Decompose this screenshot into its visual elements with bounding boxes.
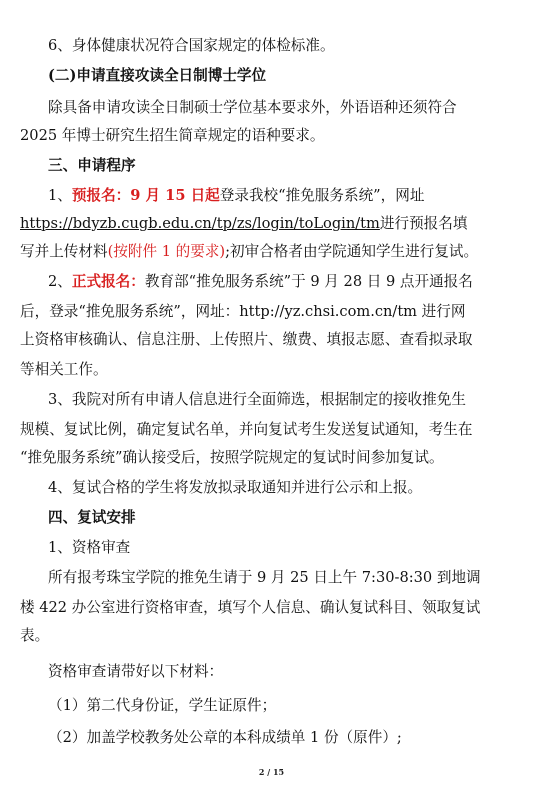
paragraph-line: 后，登录“推免服务系统”，网址：http://yz.chsi.com.cn/tm 进行网: [20, 303, 466, 320]
paragraph-line: 楼 422 办公室进行资格审查，填写个人信息、确认复试科目、领取复试: [20, 599, 481, 616]
formal-registration-highlight: 正式报名：: [71, 273, 145, 290]
paragraph-line: 等相关工作。: [20, 361, 108, 378]
material-item: （1）第二代身份证，学生证原件；: [48, 697, 277, 714]
paragraph-line: 除具备申请攻读全日制硕士学位基本要求外，外语语种还须符合: [48, 99, 457, 116]
paragraph-line: 表。: [20, 627, 50, 644]
section-heading-procedure: 三、申请程序: [48, 157, 136, 174]
step-2-line: [48, 272, 473, 292]
paragraph-line: “推免服务系统”确认接受后，按照学院规定的复试时间参加复试。: [20, 449, 444, 466]
requirement-6: 6、身体健康状况符合国家规定的体检标准。: [48, 37, 335, 54]
pre-registration-link[interactable]: https://bdyzb.cugb.edu.cn/tp/zs/login/toLogin/tm: [20, 215, 380, 232]
page-number: 2 / 15: [258, 767, 285, 777]
materials-intro: 资格审查请带好以下材料：: [48, 663, 224, 680]
section-heading-phd: (二)申请直接攻读全日制博士学位: [48, 67, 267, 84]
section-heading-retest: 四、复试安排: [48, 509, 136, 526]
step-text: 进行预报名填: [379, 215, 468, 232]
paragraph-line: 上资格审核确认、信息注册、上传照片、缴费、填报志愿、查看拟录取: [20, 331, 473, 348]
paragraph-line: 规模、复试比例，确定复试名单，并向复试考生发送复试通知，考生在: [20, 421, 473, 438]
step-text: 教育部“推免服务系统”于 9 月 28 日 9 点开通报名: [144, 273, 473, 290]
step-1-url-line: [20, 214, 467, 234]
step-1-line: [48, 186, 424, 206]
step-number: 1、: [48, 187, 72, 204]
step-text: 登录我校“推免服务系统”，网址: [219, 187, 425, 204]
step-number: 2、: [48, 273, 72, 290]
step-4-line: 4、复试合格的学生将发放拟录取通知并进行公示和上报。: [48, 479, 423, 496]
paragraph-line: 所有报考珠宝学院的推免生请于 9 月 25 日上午 7:30-8:30 到地调: [48, 569, 481, 586]
paragraph-line: 2025 年博士研究生招生简章规定的语种要求。: [20, 127, 325, 144]
pre-registration-highlight: 预报名：9 月 15 日起: [71, 187, 220, 204]
step-text: 写并上传材料: [20, 243, 108, 260]
attachment-note: (按附件 1 的要求): [107, 243, 226, 260]
step-1-cont-line: [20, 242, 478, 262]
step-text: ;初审合格者由学院通知学生进行复试。: [225, 243, 479, 260]
material-item: （2）加盖学校教务处公章的本科成绩单 1 份（原件）;: [48, 729, 402, 746]
step-3-line: 3、我院对所有申请人信息进行全面筛选，根据制定的接收推免生: [48, 391, 466, 408]
subheading-qualification: 1、资格审查: [48, 539, 131, 556]
